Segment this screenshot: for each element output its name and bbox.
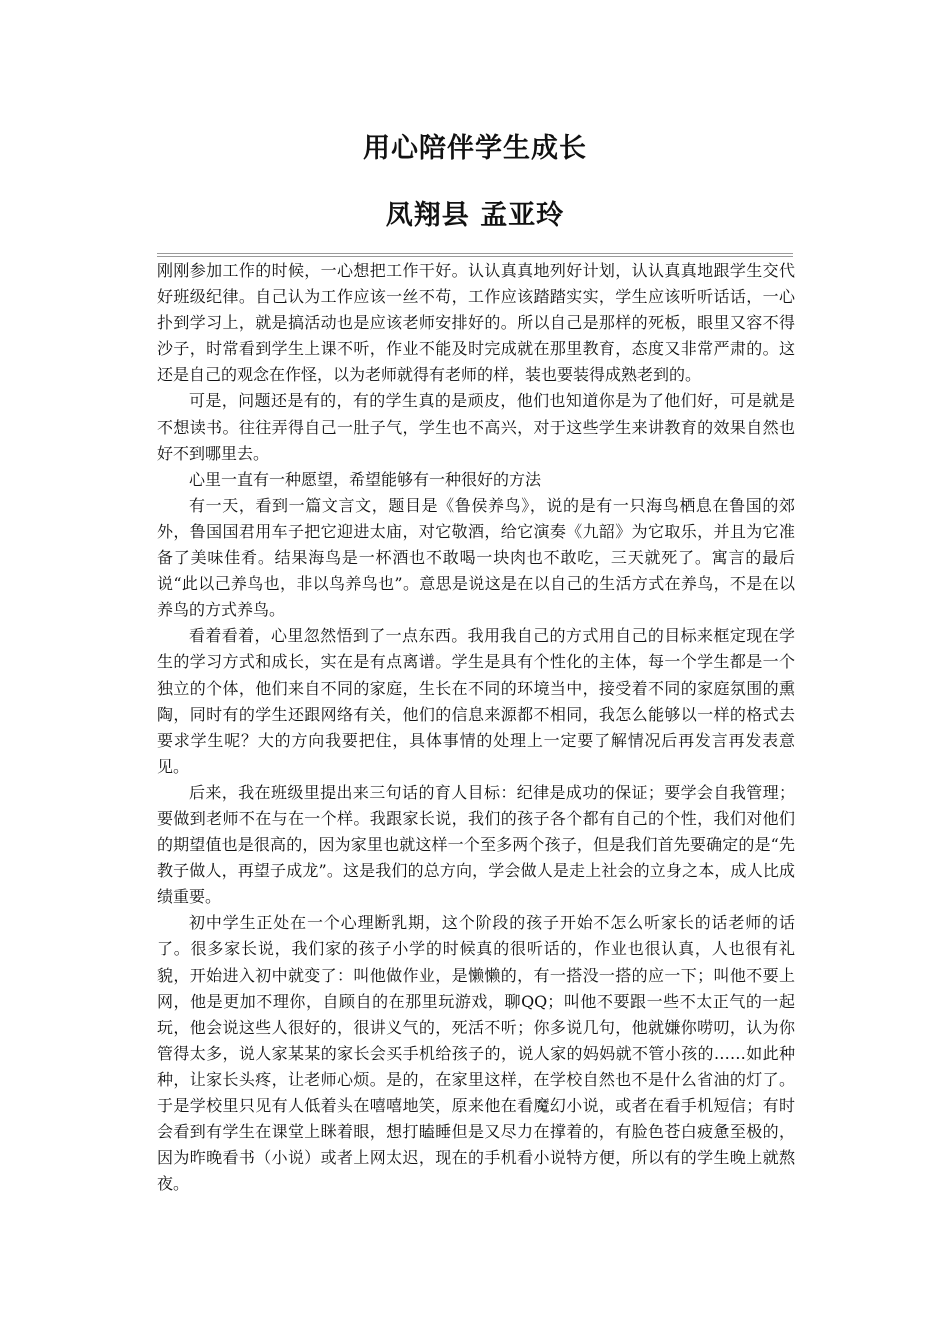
header-divider-bottom — [157, 256, 793, 257]
author-line: 凤翔县 孟亚玲 — [385, 200, 565, 231]
body-paragraph: 刚刚参加工作的时候，一心想把工作干好。认认真真地列好计划，认认真真地跟学生交代好班级纪律。自己认为工作应该一丝不苟，工作应该踏踏实实，学生应该听听话话，一心扑到学习上，就是搞活动也是应该老师安排好的。所以自己是那样的死板，眼里又容不得沙子，时常看到学生上课不听，作业不能及时完成就在那里教育，态度又非常严肃的。这还是自己的观念在作怪，以为老师就得有老师的样，装也要装得成熟老到的。 — [157, 261, 795, 385]
body-paragraph: 后来，我在班级里提出来三句话的育人目标：纪律是成功的保证；要学会自我管理；要做到老师不在与在一个样。我跟家长说，我们的孩子各个都有自己的个性，我们对他们的期望值也是很高的，因为家里也就这样一个至多两个孩子，但是我们首先要确定的是“先教子做人，再望子成龙”。这是我们的总方向，学会做人是走上社会的立身之本，成人比成绩重要。 — [157, 782, 795, 907]
body-paragraph: 可是，问题还是有的，有的学生真的是顽皮，他们也知道你是为了他们好，可是就是不想读书。往往弄得自己一肚子气，学生也不高兴，对于这些学生来讲教育的效果自然也好不到哪里去。 — [157, 391, 795, 463]
body-paragraph: 初中学生正处在一个心理断乳期，这个阶段的孩子开始不怎么听家长的话老师的话了。很多家长说，我们家的孩子小学的时候真的很听话的，作业也很认真，人也很有礼貌，开始进入初中就变了：叫他做作业，是懒懒的，有一搭没一搭的应一下；叫他不要上网，他是更加不理你，自顾自的在那里玩游戏，聊QQ；叫他不要跟一些不太正气的一起玩，他会说这些人很好的，很讲义气的，死活不听；你多说几句，他就嫌你唠叨，认为你管得太多，说人家某某的家长会买手机给孩子的，说人家的妈妈就不管小孩的……如此种种，让家长头疼，让老师心烦。是的，在家里这样，在学校自然也不是什么省油的灯了。于是学校里只见有人低着头在嘻嘻地笑，原来他在看魔幻小说，或者在看手机短信；有时会看到有学生在课堂上眯着眼，想打瞌睡但是又尽力在撑着的，有脸色苍白疲惫至极的，因为昨晚看书（小说）或者上网太迟，现在的手机看小说特方便，所以有的学生晚上就熬夜。 — [157, 913, 795, 1194]
body-paragraph: 有一天，看到一篇文言文，题目是《鲁侯养鸟》，说的是有一只海鸟栖息在鲁国的郊外，鲁国国君用车子把它迎进太庙，对它敬酒，给它演奏《九韶》为它取乐，并且为它准备了美味佳肴。结果海鸟是一杯酒也不敢喝一块肉也不敢吃，三天就死了。寓言的最后说“此以己养鸟也，非以鸟养鸟也”。意思是说这是在以自己的生活方式在养鸟，不是在以养鸟的方式养鸟。 — [157, 495, 795, 620]
document-body — [157, 258, 795, 1197]
header-divider-top — [157, 253, 793, 254]
body-paragraph: 看着看着，心里忽然悟到了一点东西。我用我自己的方式用自己的目标来框定现在学生的学习方式和成长，实在是有点离谱。学生是具有个性化的主体，每一个学生都是一个独立的个体，他们来自不同的家庭，生长在不同的环境当中，接受着不同的家庭氛围的熏陶，同时有的学生还跟网络有关，他们的信息来源都不相同，我怎么能够以一样的格式去要求学生呢？大的方向我要把住，具体事情的处理上一定要了解情况后再发言再发表意见。 — [157, 626, 795, 776]
body-paragraph: 心里一直有一种愿望，希望能够有一种很好的方法 — [189, 469, 542, 489]
document-title: 用心陪伴学生成长 — [363, 133, 587, 164]
